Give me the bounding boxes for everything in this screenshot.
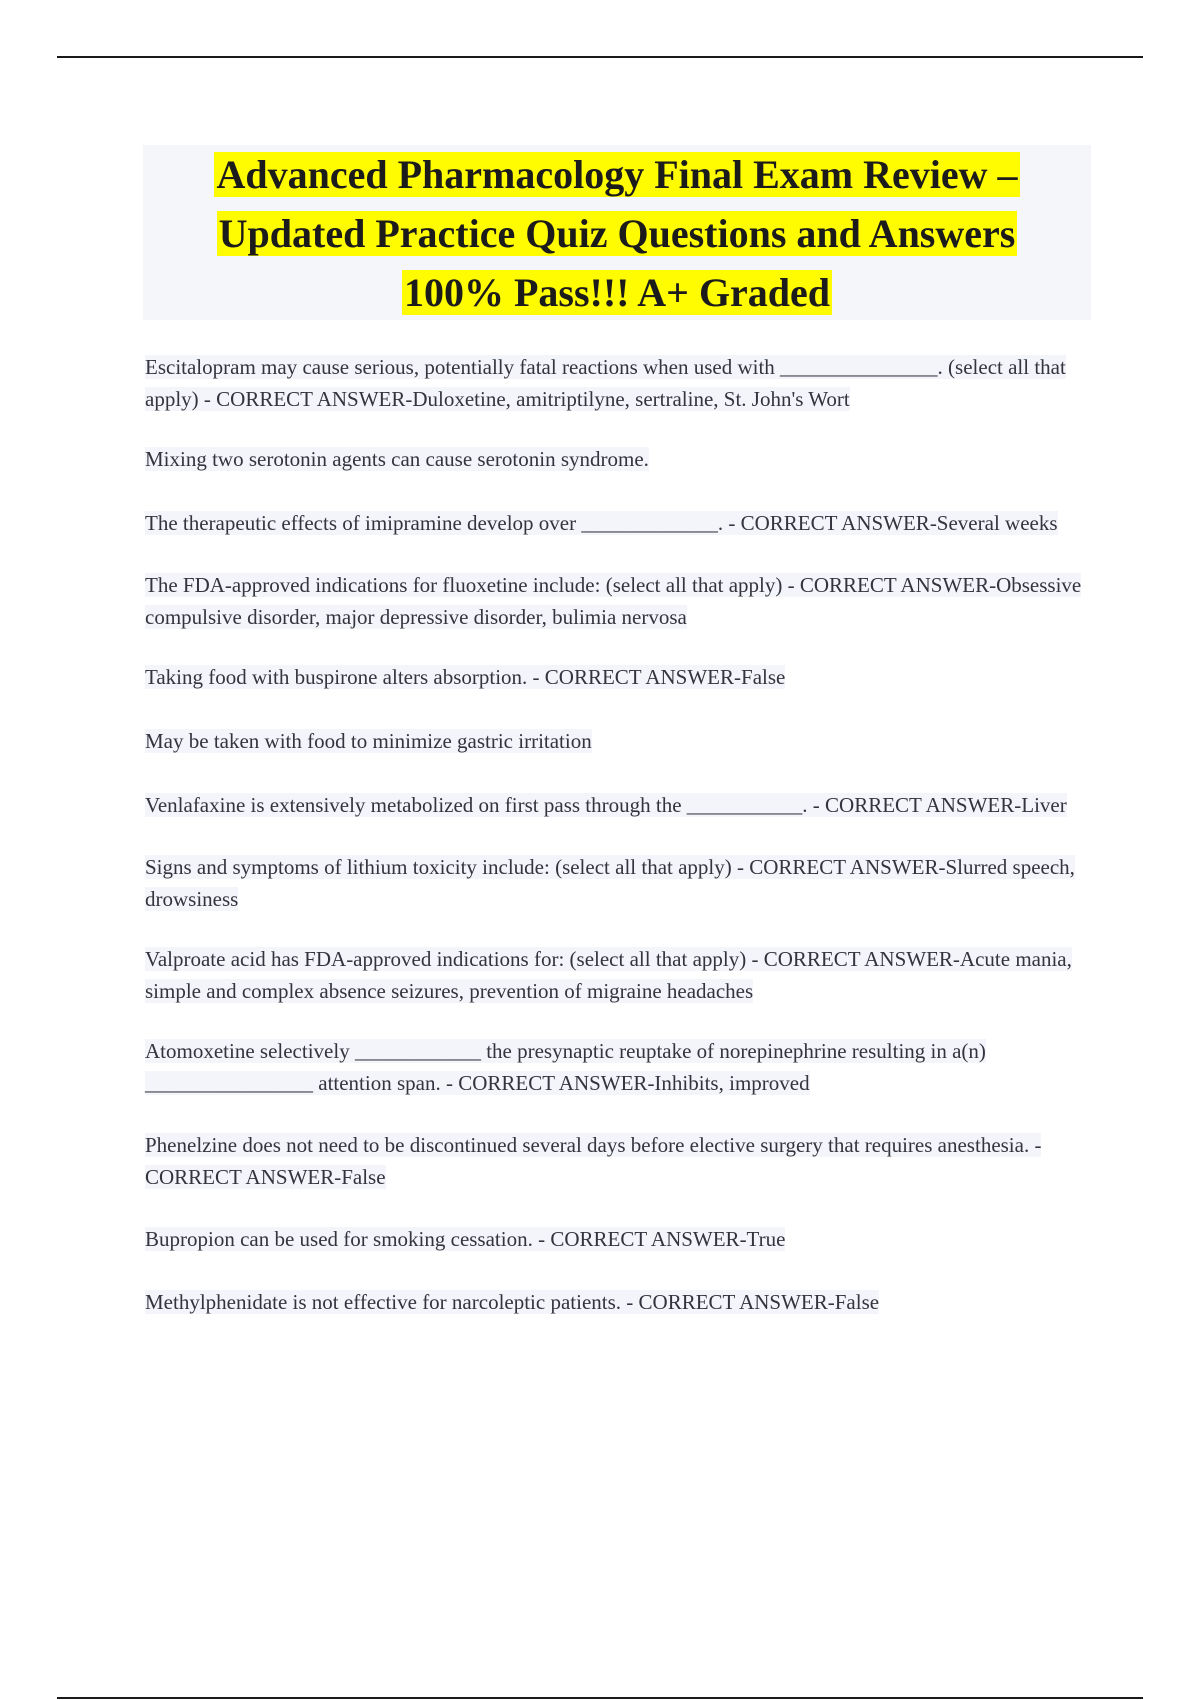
title-text-3: 100% Pass!!! A+ Graded xyxy=(403,270,831,315)
qa-item-13 xyxy=(145,1286,1095,1318)
title-line-1 xyxy=(143,145,1091,204)
qa-text: The therapeutic effects of imipramine develop over _____________. - CORRECT ANSWER-Several weeks xyxy=(145,511,1058,535)
bottom-rule xyxy=(57,1697,1143,1699)
title-text-2: Updated Practice Quiz Questions and Answers xyxy=(218,211,1016,256)
qa-text: Atomoxetine selectively ____________ the presynaptic reuptake of norepinephrine resulting in a(n) ________________ attention span. - CORRECT ANSWER-Inhibits, improved xyxy=(145,1039,986,1095)
qa-item-5 xyxy=(145,661,1095,693)
qa-text: Venlafaxine is extensively metabolized on first pass through the ___________. - CORRECT ANSWER-Liver xyxy=(145,793,1067,817)
qa-text: Taking food with buspirone alters absorption. - CORRECT ANSWER-False xyxy=(145,665,786,689)
qa-text: The FDA-approved indications for fluoxetine include: (select all that apply) - CORRECT ANSWER-Obsessive compulsive disorder, major depressive disorder, bulimia nervosa xyxy=(145,573,1082,629)
title-block xyxy=(143,145,1091,320)
qa-text: Phenelzine does not need to be discontinued several days before elective surgery that requires anesthesia. - CORRECT ANSWER-False xyxy=(145,1133,1042,1189)
qa-item-1 xyxy=(145,351,1095,415)
qa-item-11 xyxy=(145,1129,1095,1193)
qa-item-6 xyxy=(145,725,1095,757)
title-line-3 xyxy=(143,263,1091,322)
qa-item-4 xyxy=(145,569,1095,633)
qa-item-2 xyxy=(145,443,1095,475)
qa-text: Signs and symptoms of lithium toxicity include: (select all that apply) - CORRECT ANSWER-Slurred speech, drowsiness xyxy=(145,855,1075,911)
qa-text: May be taken with food to minimize gastric irritation xyxy=(145,729,592,753)
qa-text: Valproate acid has FDA-approved indications for: (select all that apply) - CORRECT ANSWER-Acute mania, simple and complex absence seizures, prevention of migraine headaches xyxy=(145,947,1072,1003)
qa-text: Methylphenidate is not effective for narcoleptic patients. - CORRECT ANSWER-False xyxy=(145,1290,880,1314)
qa-item-7 xyxy=(145,789,1095,821)
qa-list xyxy=(145,351,1095,1318)
top-rule xyxy=(57,56,1143,58)
qa-item-8 xyxy=(145,851,1095,915)
qa-text: Escitalopram may cause serious, potentially fatal reactions when used with _______________. (select all that apply) - CORRECT ANSWER-Duloxetine, amitriptilyne, sertraline, St. John's Wort xyxy=(145,355,1066,411)
qa-text: Bupropion can be used for smoking cessation. - CORRECT ANSWER-True xyxy=(145,1227,786,1251)
qa-item-3 xyxy=(145,507,1095,539)
qa-text: Mixing two serotonin agents can cause serotonin syndrome. xyxy=(145,447,649,471)
qa-item-10 xyxy=(145,1035,1095,1099)
qa-item-9 xyxy=(145,943,1095,1007)
title-text-1: Advanced Pharmacology Final Exam Review – xyxy=(216,152,1018,197)
qa-item-12 xyxy=(145,1223,1095,1255)
title-line-2 xyxy=(143,204,1091,263)
